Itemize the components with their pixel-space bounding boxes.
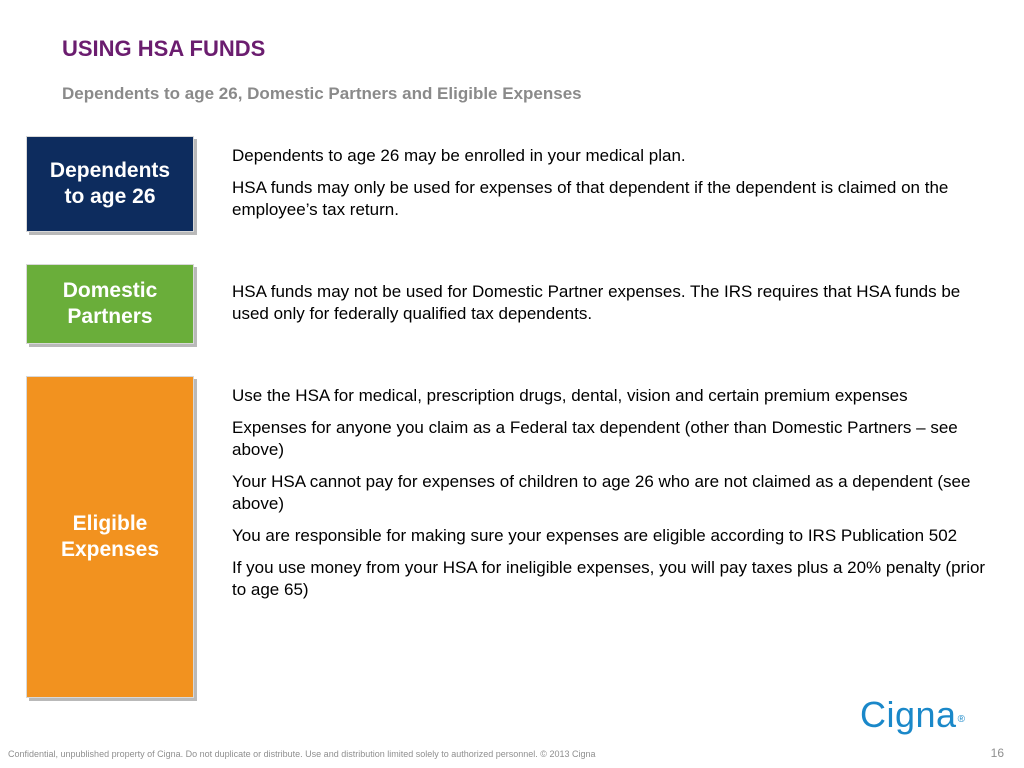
eligible-paragraph: If you use money from your HSA for ineligible expenses, you will pay taxes plus a 20% penalty (prior to age 65) (232, 558, 986, 599)
eligible-paragraph: Expenses for anyone you claim as a Federal tax dependent (other than Domestic Partners – see above) (232, 418, 958, 459)
eligible-paragraph: Use the HSA for medical, prescription drugs, dental, vision and certain premium expenses (232, 386, 908, 405)
dependents-label-box: Dependents to age 26 (26, 136, 194, 232)
domestic-partners-text (232, 281, 992, 335)
cigna-logo-text: Cigna (860, 694, 957, 735)
dependents-paragraph: HSA funds may only be used for expenses of that dependent if the dependent is claimed on the employee’s tax return. (232, 178, 949, 219)
eligible-paragraph: You are responsible for making sure your expenses are eligible according to IRS Publication 502 (232, 526, 958, 545)
registered-mark: ® (957, 714, 966, 725)
slide-title: USING HSA FUNDS (62, 36, 266, 61)
page-number: 16 (990, 746, 1004, 760)
eligible-expenses-label-box: Eligible Expenses (26, 376, 194, 698)
cigna-logo (860, 694, 965, 736)
eligible-paragraph: Your HSA cannot pay for expenses of children to age 26 who are not claimed as a dependent (see above) (232, 472, 971, 513)
domestic-partners-label-box: Domestic Partners (26, 264, 194, 344)
eligible-expenses-text (232, 385, 992, 611)
dependents-text (232, 145, 992, 231)
confidentiality-footer: Confidential, unpublished property of Cigna. Do not duplicate or distribute. Use and distribution limited solely to authorized personnel. © 2013 Cigna (8, 749, 596, 759)
slide-subtitle: Dependents to age 26, Domestic Partners and Eligible Expenses (62, 84, 582, 103)
dependents-paragraph: Dependents to age 26 may be enrolled in your medical plan. (232, 146, 686, 165)
domestic-paragraph: HSA funds may not be used for Domestic Partner expenses. The IRS requires that HSA funds be used only for federally qualified tax dependents. (232, 282, 961, 323)
